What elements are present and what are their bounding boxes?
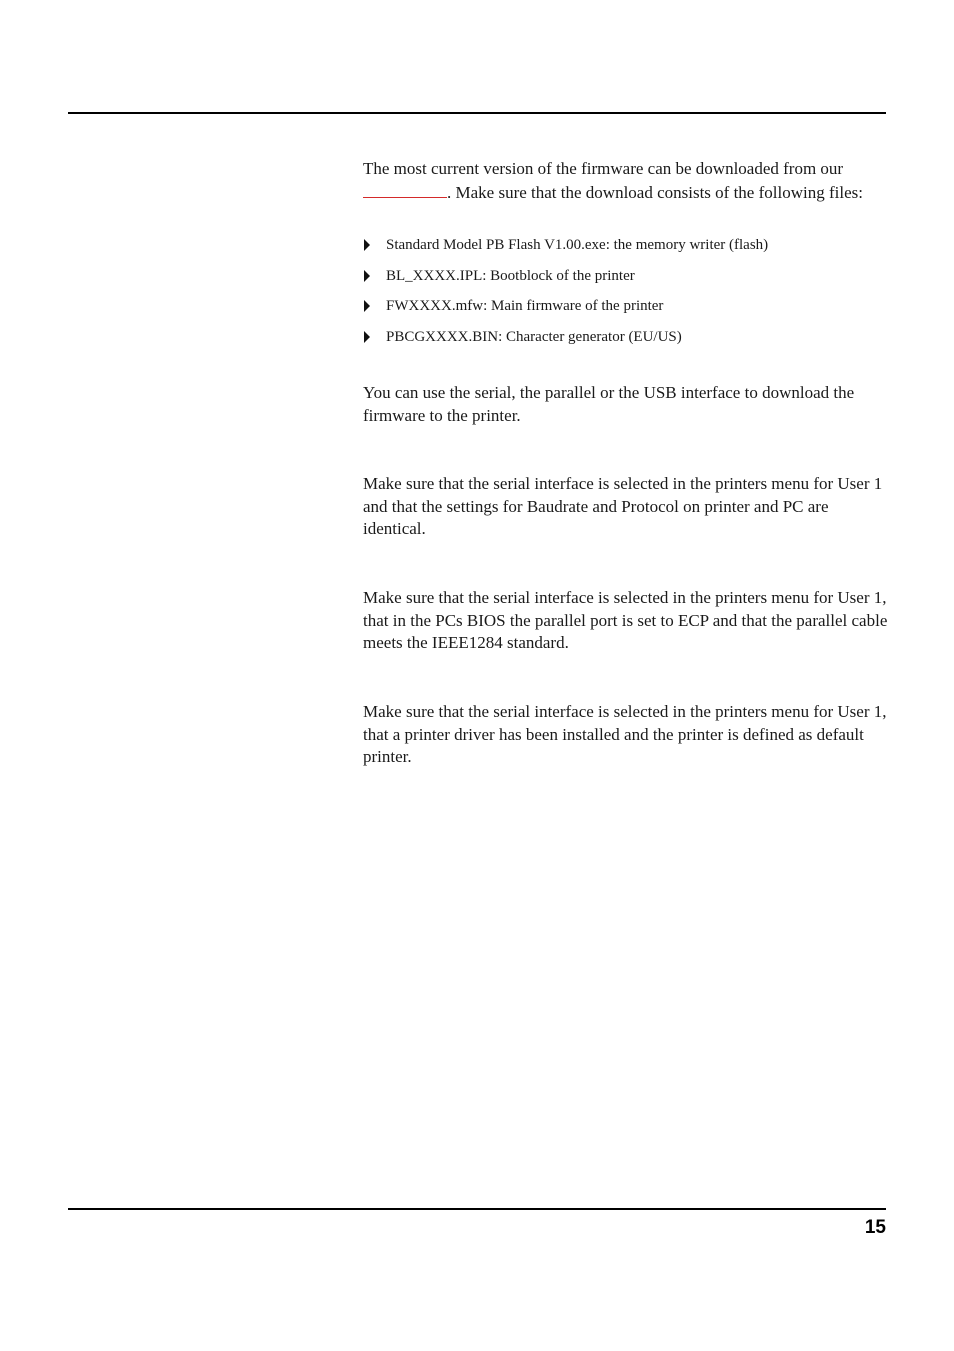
usb-paragraph: Make sure that the serial interface is selected in the printers menu for User 1, that a printer driver has been installed and the printer is defined as default printer. [363,702,887,767]
list-item-text: Standard Model PB Flash V1.00.exe: the memory writer (flash) [386,237,769,253]
bullet-arrow-icon [364,270,370,282]
bullet-arrow-icon [364,331,370,343]
list-item [363,296,888,327]
header-rule [68,112,886,114]
list-item-text: PBCGXXXX.BIN: Character generator (EU/US) [386,328,682,345]
bullet-arrow-icon [364,239,370,251]
intro-text-continued: . Make sure that the download consists of the following files: [447,182,863,202]
bullet-arrow-icon [364,300,370,312]
list-item [363,235,888,266]
list-item [363,327,888,358]
page-number: 15 [864,1217,886,1238]
interfaces-paragraph: You can use the serial, the parallel or the USB interface to download the firmware to the printer. [363,383,855,425]
list-item-text: FWXXXX.mfw: Main firmware of the printer [386,298,664,314]
download-link[interactable] [363,181,447,198]
serial-paragraph: Make sure that the serial interface is selected in the printers menu for User 1 and that the settings for Baudrate and Protocol on printer and PC are identical. [363,474,883,539]
parallel-paragraph: Make sure that the serial interface is selected in the printers menu for User 1, that in the PCs BIOS the parallel port is set to ECP and that the parallel cable meets the IEEE1284 standard. [363,588,888,653]
list-item-text: BL_XXXX.IPL: Bootblock of the printer [386,267,635,284]
intro-text: The most current version of the firmware can be downloaded from our [363,159,844,178]
list-item [363,266,888,297]
file-list [363,235,888,357]
footer-rule [68,1208,886,1210]
intro-paragraph [363,158,888,204]
